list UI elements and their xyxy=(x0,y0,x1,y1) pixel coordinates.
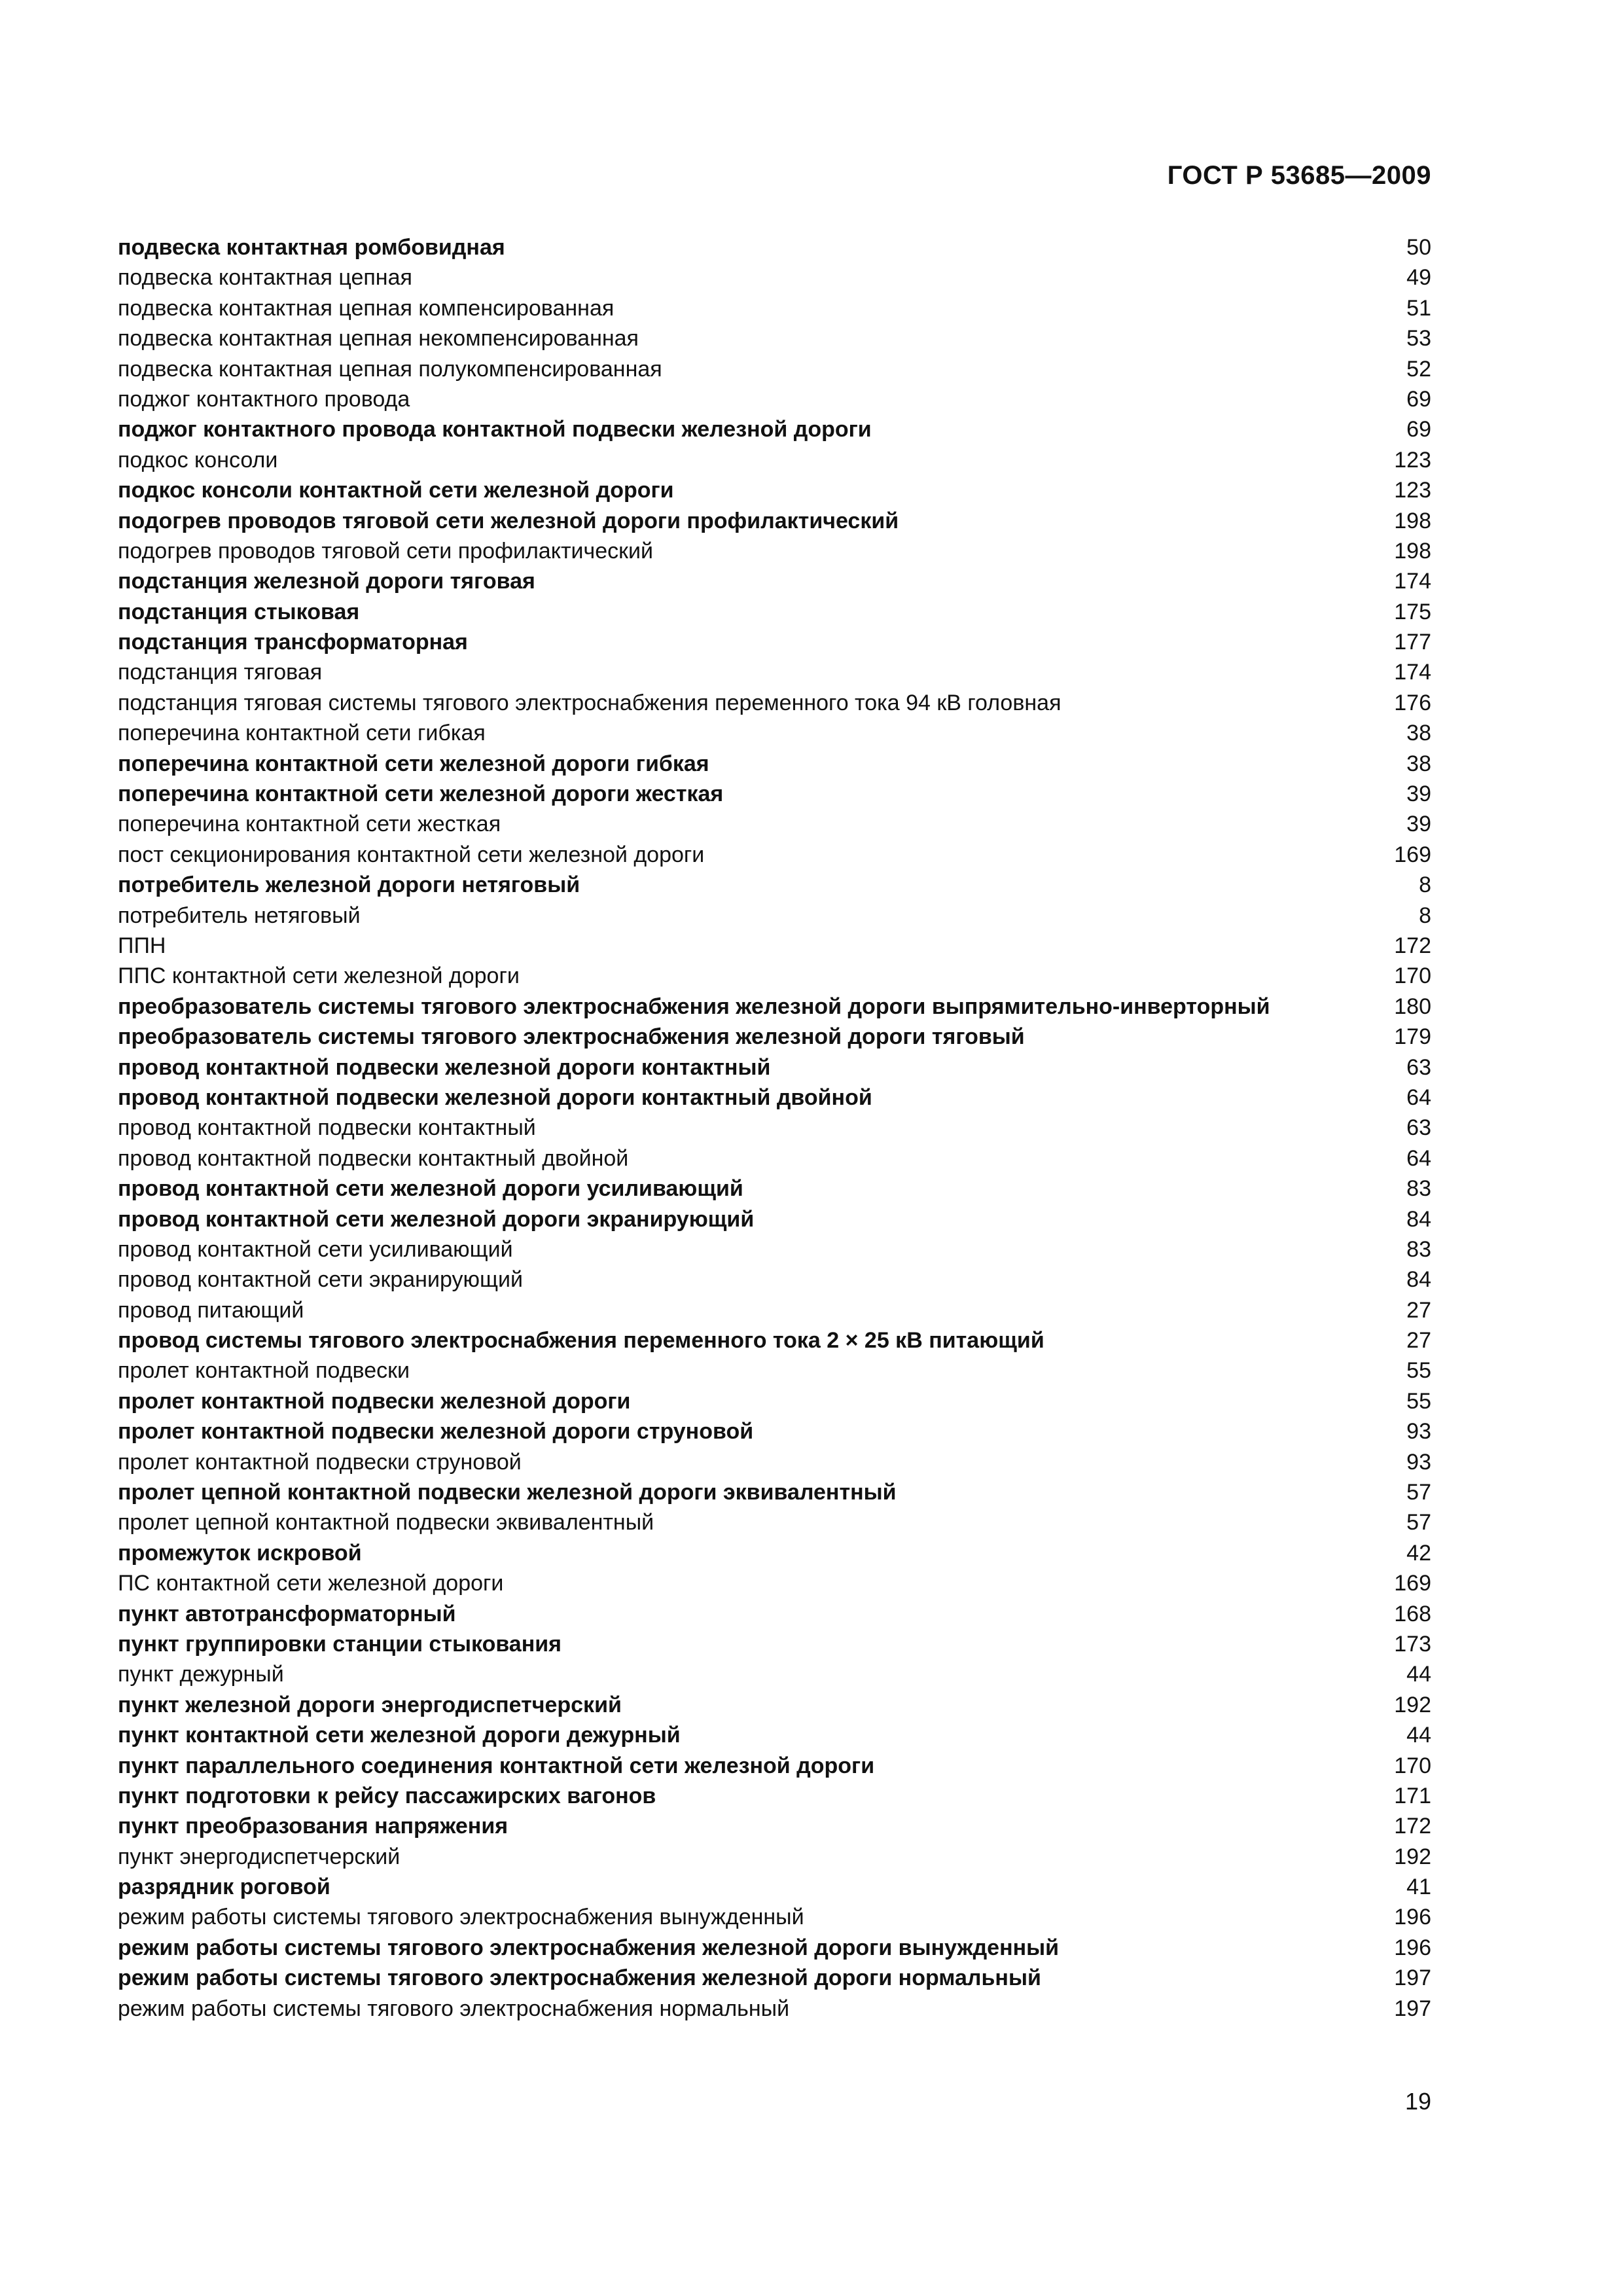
index-term: провод контактной сети железной дороги усиливающий xyxy=(118,1176,743,1202)
document-code-header: ГОСТ Р 53685—2009 xyxy=(1167,161,1431,190)
index-page-ref: 39 xyxy=(1406,812,1431,837)
index-term: преобразователь системы тягового электроснабжения железной дороги тяговый xyxy=(118,1024,1025,1050)
index-entry xyxy=(118,1538,1431,1568)
index-page-ref: 175 xyxy=(1394,599,1431,624)
index-page-ref: 180 xyxy=(1394,994,1431,1019)
index-term: промежуток искровой xyxy=(118,1540,362,1566)
alphabetical-index xyxy=(118,232,1431,2024)
index-page-ref: 57 xyxy=(1406,1510,1431,1535)
index-page-ref: 27 xyxy=(1406,1328,1431,1354)
index-entry xyxy=(118,657,1431,687)
index-page-ref: 196 xyxy=(1394,1935,1431,1960)
index-entry xyxy=(118,992,1431,1022)
index-term: пролет контактной подвески железной дороги xyxy=(118,1388,631,1414)
index-entry xyxy=(118,354,1431,384)
index-entry xyxy=(118,1447,1431,1477)
index-entry xyxy=(118,1174,1431,1204)
index-term: поджог контактного провода xyxy=(118,386,410,412)
index-page-ref: 93 xyxy=(1406,1419,1431,1444)
index-term: подвеска контактная цепная компенсированная xyxy=(118,295,615,321)
index-term: подкос консоли контактной сети железной дороги xyxy=(118,478,674,503)
index-term: подогрев проводов тяговой сети профилактический xyxy=(118,538,653,564)
index-page-ref: 168 xyxy=(1394,1601,1431,1626)
index-entry xyxy=(118,293,1431,323)
index-page-ref: 69 xyxy=(1406,417,1431,442)
index-page-ref: 64 xyxy=(1406,1085,1431,1110)
index-page-ref: 171 xyxy=(1394,1783,1431,1808)
index-page-ref: 173 xyxy=(1394,1631,1431,1657)
index-entry xyxy=(118,627,1431,657)
index-page-ref: 198 xyxy=(1394,538,1431,564)
index-page-ref: 44 xyxy=(1406,1662,1431,1687)
index-term: пролет контактной подвески струновой xyxy=(118,1449,522,1475)
index-entry xyxy=(118,445,1431,475)
index-entry xyxy=(118,1507,1431,1537)
index-term: поперечина контактной сети гибкая xyxy=(118,721,486,746)
index-entry xyxy=(118,901,1431,931)
index-term: пункт контактной сети железной дороги дежурный xyxy=(118,1723,681,1748)
index-page-ref: 42 xyxy=(1406,1540,1431,1566)
index-page-ref: 63 xyxy=(1406,1054,1431,1080)
index-page-ref: 174 xyxy=(1394,569,1431,594)
index-term: ПС контактной сети железной дороги xyxy=(118,1571,504,1596)
index-entry xyxy=(118,1994,1431,2024)
index-page-ref: 169 xyxy=(1394,1571,1431,1596)
index-page-ref: 38 xyxy=(1406,751,1431,776)
index-page-ref: 177 xyxy=(1394,630,1431,655)
index-term: режим работы системы тягового электроснабжения нормальный xyxy=(118,1996,790,2021)
index-term: пункт энергодиспетчерский xyxy=(118,1844,401,1869)
index-term: пролет контактной подвески железной дороги струновой xyxy=(118,1419,754,1444)
index-term: преобразователь системы тягового электроснабжения железной дороги выпрямительно-инверторный xyxy=(118,994,1270,1019)
index-page-ref: 84 xyxy=(1406,1267,1431,1293)
index-term: пролет цепной контактной подвески железной дороги эквивалентный xyxy=(118,1480,897,1505)
index-term: подстанция тяговая системы тягового электроснабжения переменного тока 94 кВ головная xyxy=(118,690,1061,715)
index-entry xyxy=(118,232,1431,262)
index-page-ref: 174 xyxy=(1394,660,1431,685)
index-term: пост секционирования контактной сети железной дороги xyxy=(118,842,705,867)
index-page-ref: 8 xyxy=(1419,872,1431,898)
index-entry xyxy=(118,1903,1431,1933)
index-entry xyxy=(118,1751,1431,1781)
index-entry xyxy=(118,1295,1431,1325)
index-term: подвеска контактная цепная xyxy=(118,265,412,291)
index-entry xyxy=(118,1265,1431,1295)
index-entry xyxy=(118,1416,1431,1446)
index-entry xyxy=(118,597,1431,627)
index-entry xyxy=(118,1659,1431,1689)
index-entry xyxy=(118,1113,1431,1143)
index-page-ref: 44 xyxy=(1406,1723,1431,1748)
index-page-ref: 172 xyxy=(1394,933,1431,958)
index-entry xyxy=(118,1325,1431,1355)
index-page-ref: 192 xyxy=(1394,1692,1431,1717)
index-entry xyxy=(118,870,1431,900)
index-term: ППС контактной сети железной дороги xyxy=(118,963,520,989)
index-term: пролет цепной контактной подвески эквивалентный xyxy=(118,1510,654,1535)
index-page-ref: 63 xyxy=(1406,1115,1431,1141)
index-entry xyxy=(118,1355,1431,1386)
index-term: пункт преобразования напряжения xyxy=(118,1814,508,1839)
index-page-ref: 123 xyxy=(1394,478,1431,503)
index-entry xyxy=(118,1568,1431,1598)
index-term: провод питающий xyxy=(118,1297,304,1323)
index-term: подвеска контактная цепная полукомпенсированная xyxy=(118,356,662,382)
index-entry xyxy=(118,1690,1431,1720)
index-entry xyxy=(118,1933,1431,1963)
index-term: ППН xyxy=(118,933,166,958)
index-entry xyxy=(118,384,1431,414)
index-entry xyxy=(118,1599,1431,1629)
index-term: пункт группировки станции стыкования xyxy=(118,1631,562,1657)
index-page-ref: 169 xyxy=(1394,842,1431,867)
index-entry xyxy=(118,566,1431,596)
index-term: подстанция трансформаторная xyxy=(118,630,468,655)
index-page-ref: 53 xyxy=(1406,326,1431,351)
index-term: режим работы системы тягового электроснабжения вынужденный xyxy=(118,1905,804,1930)
index-page-ref: 197 xyxy=(1394,1965,1431,1991)
index-entry xyxy=(118,1204,1431,1234)
index-term: пункт автотрансформаторный xyxy=(118,1601,456,1626)
index-entry xyxy=(118,1963,1431,1993)
index-page-ref: 8 xyxy=(1419,903,1431,928)
index-term: подстанция железной дороги тяговая xyxy=(118,569,535,594)
index-page-ref: 55 xyxy=(1406,1358,1431,1384)
index-entry xyxy=(118,1022,1431,1052)
index-entry xyxy=(118,961,1431,991)
index-page-ref: 83 xyxy=(1406,1236,1431,1262)
index-entry xyxy=(118,1477,1431,1507)
index-entry xyxy=(118,506,1431,536)
index-page-ref: 38 xyxy=(1406,721,1431,746)
index-term: провод контактной подвески железной дороги контактный двойной xyxy=(118,1085,872,1110)
index-page-ref: 69 xyxy=(1406,386,1431,412)
index-entry xyxy=(118,1720,1431,1750)
index-term: пункт подготовки к рейсу пассажирских вагонов xyxy=(118,1783,656,1808)
index-term: режим работы системы тягового электроснабжения железной дороги вынужденный xyxy=(118,1935,1060,1960)
index-term: подстанция тяговая xyxy=(118,660,323,685)
index-entry xyxy=(118,1811,1431,1841)
index-term: пункт дежурный xyxy=(118,1662,284,1687)
index-term: провод контактной подвески контактный двойной xyxy=(118,1145,629,1171)
index-entry xyxy=(118,688,1431,718)
index-entry xyxy=(118,414,1431,444)
index-term: поперечина контактной сети железной дороги гибкая xyxy=(118,751,709,776)
index-page-ref: 55 xyxy=(1406,1388,1431,1414)
index-page-ref: 198 xyxy=(1394,508,1431,533)
index-entry xyxy=(118,718,1431,748)
index-page-ref: 123 xyxy=(1394,447,1431,473)
index-page-ref: 176 xyxy=(1394,690,1431,715)
index-entry xyxy=(118,840,1431,870)
index-entry xyxy=(118,1386,1431,1416)
index-page-ref: 192 xyxy=(1394,1844,1431,1869)
index-entry xyxy=(118,262,1431,293)
index-term: подстанция стыковая xyxy=(118,599,360,624)
index-term: потребитель нетяговый xyxy=(118,903,361,928)
index-term: поперечина контактной сети жесткая xyxy=(118,812,501,837)
index-entry xyxy=(118,1143,1431,1174)
index-term: подвеска контактная ромбовидная xyxy=(118,234,505,260)
index-term: поперечина контактной сети железной дороги жесткая xyxy=(118,781,724,807)
index-term: режим работы системы тягового электроснабжения железной дороги нормальный xyxy=(118,1965,1041,1991)
index-term: подвеска контактная цепная некомпенсированная xyxy=(118,326,639,351)
index-entry xyxy=(118,1872,1431,1902)
index-page-ref: 27 xyxy=(1406,1297,1431,1323)
index-entry xyxy=(118,809,1431,839)
index-entry xyxy=(118,1083,1431,1113)
page-number: 19 xyxy=(1404,2088,1431,2115)
index-page-ref: 39 xyxy=(1406,781,1431,807)
index-page-ref: 84 xyxy=(1406,1206,1431,1232)
index-page-ref: 52 xyxy=(1406,356,1431,382)
index-term: подкос консоли xyxy=(118,447,278,473)
index-term: пролет контактной подвески xyxy=(118,1358,410,1384)
index-page-ref: 64 xyxy=(1406,1145,1431,1171)
index-page-ref: 197 xyxy=(1394,1996,1431,2021)
index-entry xyxy=(118,931,1431,961)
index-page-ref: 196 xyxy=(1394,1905,1431,1930)
index-page-ref: 172 xyxy=(1394,1814,1431,1839)
index-term: провод контактной подвески железной дороги контактный xyxy=(118,1054,771,1080)
index-entry xyxy=(118,1781,1431,1811)
index-page-ref: 51 xyxy=(1406,295,1431,321)
index-entry xyxy=(118,536,1431,566)
index-page-ref: 93 xyxy=(1406,1449,1431,1475)
index-entry xyxy=(118,1052,1431,1083)
index-term: поджог контактного провода контактной подвески железной дороги xyxy=(118,417,872,442)
index-entry xyxy=(118,1629,1431,1659)
index-term: пункт железной дороги энергодиспетчерский xyxy=(118,1692,622,1717)
index-term: провод системы тягового электроснабжения переменного тока 2 × 25 кВ питающий xyxy=(118,1328,1044,1354)
index-entry xyxy=(118,1234,1431,1265)
index-term: провод контактной сети железной дороги экранирующий xyxy=(118,1206,755,1232)
index-entry xyxy=(118,779,1431,809)
index-term: провод контактной сети экранирующий xyxy=(118,1267,523,1293)
index-page-ref: 179 xyxy=(1394,1024,1431,1050)
index-page-ref: 83 xyxy=(1406,1176,1431,1202)
index-page-ref: 57 xyxy=(1406,1480,1431,1505)
index-term: пункт параллельного соединения контактной сети железной дороги xyxy=(118,1753,875,1778)
index-page-ref: 49 xyxy=(1406,265,1431,291)
index-page-ref: 50 xyxy=(1406,234,1431,260)
index-entry xyxy=(118,323,1431,353)
index-term: подогрев проводов тяговой сети железной дороги профилактический xyxy=(118,508,899,533)
index-page-ref: 41 xyxy=(1406,1874,1431,1900)
index-entry xyxy=(118,475,1431,505)
index-term: провод контактной сети усиливающий xyxy=(118,1236,513,1262)
index-term: провод контактной подвески контактный xyxy=(118,1115,536,1141)
index-page-ref: 170 xyxy=(1394,963,1431,989)
index-term: разрядник роговой xyxy=(118,1874,330,1900)
index-term: потребитель железной дороги нетяговый xyxy=(118,872,580,898)
index-entry xyxy=(118,749,1431,779)
index-entry xyxy=(118,1842,1431,1872)
index-page-ref: 170 xyxy=(1394,1753,1431,1778)
